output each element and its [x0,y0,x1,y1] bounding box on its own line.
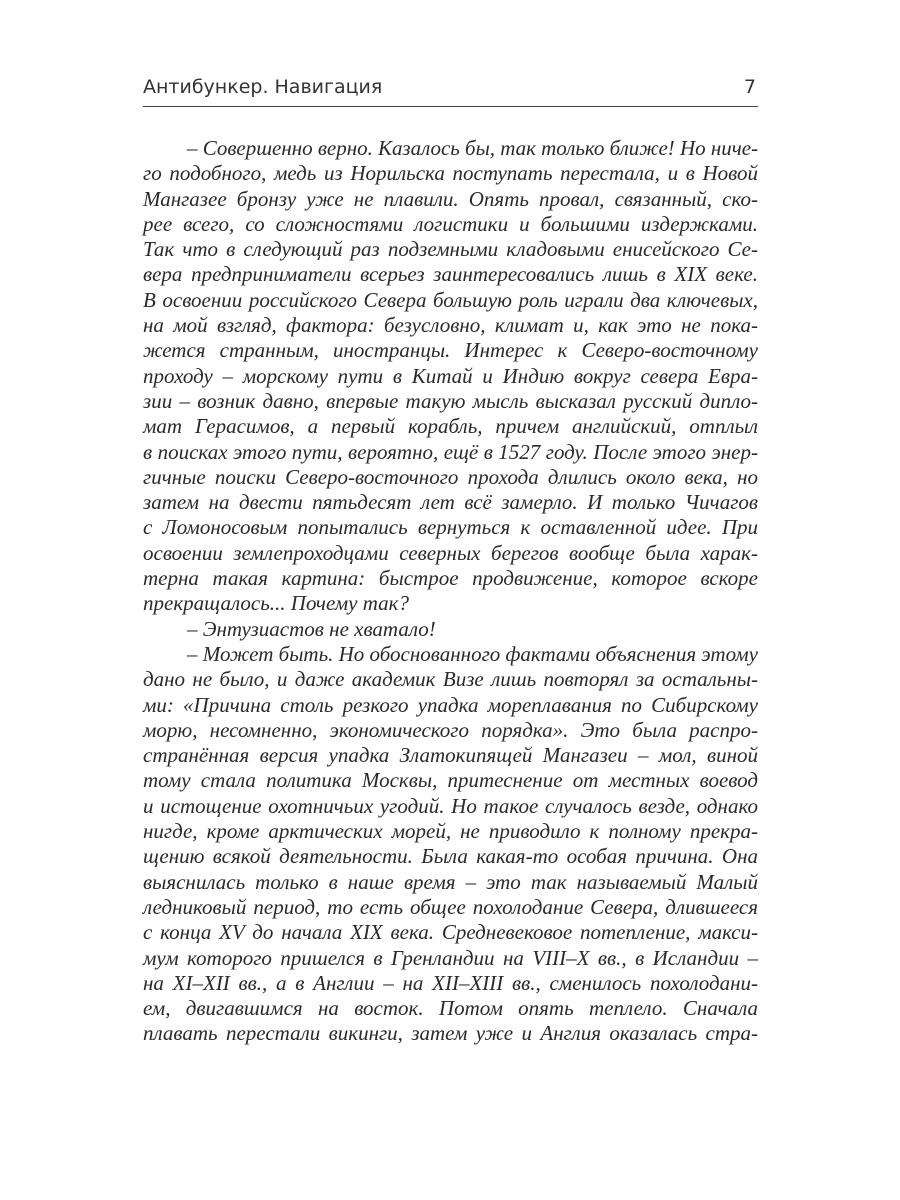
text-line: мум которого пришелся в Гренландии на VIII–X вв., в Исландии – [143,945,758,970]
text-line: – Энтузиастов не хватало! [187,616,436,641]
text-line: нигде, кроме арктических морей, не приводило к полному прекра- [143,819,758,844]
text-line: ледниковый период, то есть общее похолодание Севера, длившееся [143,894,758,919]
text-line: на мой взгляд, фактора: безусловно, климат и, как это не пока- [143,313,758,338]
text-line: с Ломоносовым попытались вернуться к оставленной идее. При [143,515,758,540]
running-header [143,74,758,107]
text-line: странённая версия упадка Златокипящей Мангазеи – мол, виной [143,743,758,768]
text-line: рее всего, со сложностями логистики и большими издержками. [143,211,758,236]
text-line: – Совершенно верно. Казалось бы, так только ближе! Но ниче- [187,136,758,160]
text-line: го подобного, медь из Норильска поступать перестала, и в Новой [143,161,758,186]
text-line: плавать перестали викинги, затем уже и Англия оказалась стра- [143,1021,758,1046]
text-line: с конца XV до начала XIX века. Средневековое потепление, макси- [143,920,758,945]
text-line: щению всякой деятельности. Была какая-то особая причина. Она [143,844,758,869]
text-line: В освоении российского Севера большую роль играли два ключевых, [143,287,758,312]
text-line: дано не было, и даже академик Визе лишь повторял за остальны- [143,667,758,692]
text-line: тому стала политика Москвы, притеснение от местных воевод [143,768,758,793]
text-line: морю, несомненно, экономического порядка». Это была распро- [143,717,758,742]
body-text [143,136,758,1047]
text-line: жется странным, иностранцы. Интерес к Северо-восточному [143,338,758,363]
text-line: и истощение охотничьих угодий. Но такое случалось везде, однако [143,793,758,818]
text-line: – Может быть. Но обоснованного фактами объяснения этому [187,641,758,666]
text-line: выяснилась только в наше время – это так называемый Малый [143,869,758,894]
text-line: ми: «Причина столь резкого упадка мореплавания по Сибирскому [143,692,758,717]
running-title: Антибункер. Навигация [143,76,383,98]
text-line: ем, двигавшимся на восток. Потом опять теплело. Сначала [143,996,758,1021]
text-line: мат Герасимов, а первый корабль, причем английский, отплыл [143,414,758,439]
text-line: на XI–XII вв., а в Англии – на XII–XIII вв., сменилось похолодани- [143,970,758,995]
text-line: вера предприниматели всерьез заинтересовались лишь в XIX веке. [143,262,758,287]
page-number: 7 [743,76,756,98]
text-line: в поисках этого пути, вероятно, ещё в 1527 году. После этого энер- [143,439,758,464]
text-line: гичные поиски Северо-восточного прохода длились около века, но [143,464,758,489]
text-line: терна такая картина: быстрое продвижение, которое вскоре [143,566,758,591]
text-line: Так что в следующий раз подземными кладовыми енисейского Се- [143,237,758,262]
text-line: затем на двести пятьдесят лет всё замерло. И только Чичагов [143,490,758,515]
text-line: проходу – морскому пути в Китай и Индию вокруг севера Евра- [143,363,758,388]
text-line: зии – возник давно, впервые такую мысль высказал русский дипло- [143,388,758,413]
text-line: Мангазее бронзу уже не плавили. Опять провал, связанный, ско- [143,186,758,211]
text-line: освоении землепроходцами северных берегов вообще была харак- [143,540,758,565]
text-line: прекращалось... Почему так? [143,591,409,616]
